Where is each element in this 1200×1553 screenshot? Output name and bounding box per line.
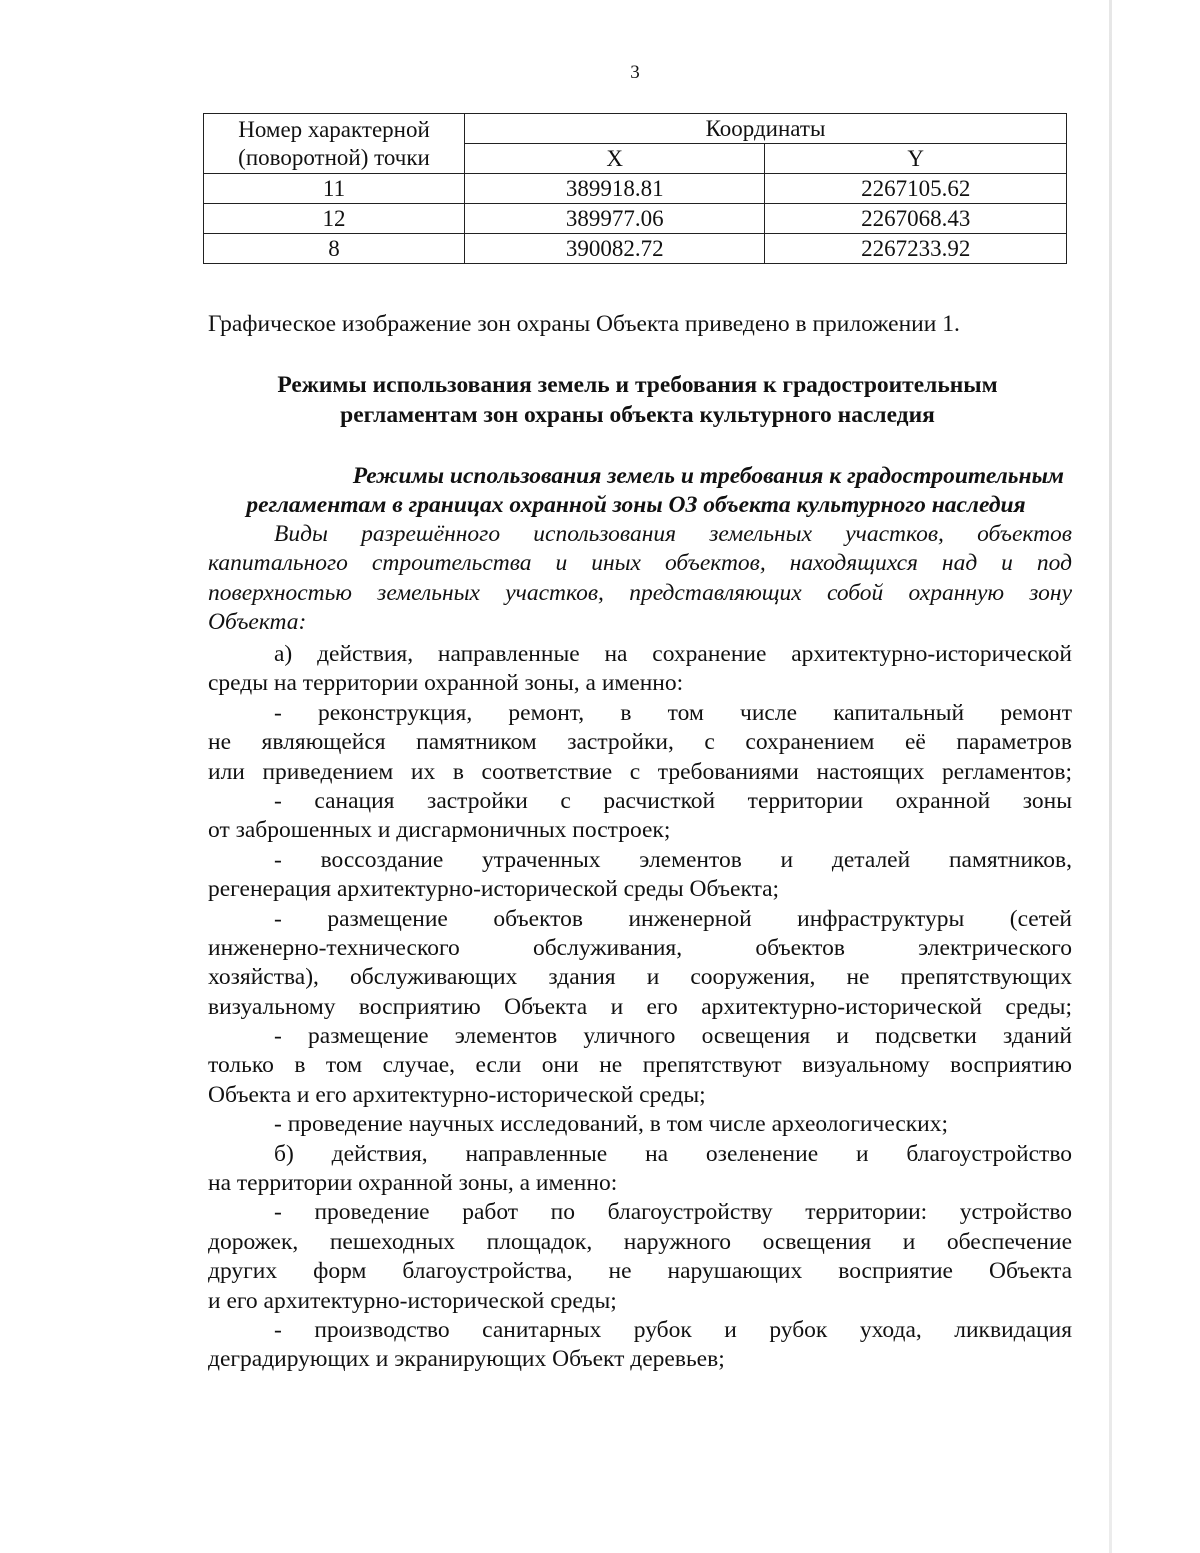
body-line: и его архитектурно-исторической среды; <box>208 1287 617 1314</box>
body-text <box>208 640 1072 1375</box>
body-line: регенерация архитектурно-исторической среды Объекта; <box>208 876 780 903</box>
section-heading <box>0 370 1200 430</box>
body-line: б) действия, направленные на озеленение и благоустройство <box>274 1140 1072 1167</box>
cell-y: 2267105.62 <box>765 174 1067 204</box>
cell-y: 2267068.43 <box>765 204 1067 234</box>
body-line: среды на территории охранной зоны, а именно: <box>208 670 684 697</box>
body-line: - санация застройки с расчисткой территории охранной зоны <box>274 787 1072 814</box>
header-coordinates: Координаты <box>465 114 1067 144</box>
intro-line: Объекта: <box>208 609 307 636</box>
body-line: визуальному восприятию Объекта и его архитектурно-исторической среды; <box>208 993 1072 1020</box>
table-row <box>204 174 1067 204</box>
header-x: X <box>465 144 765 174</box>
table-row <box>204 204 1067 234</box>
intro-paragraph <box>208 520 1072 638</box>
header-point-line2: (поворотной) точки <box>238 144 430 170</box>
cell-y: 2267233.92 <box>765 234 1067 264</box>
cell-point: 11 <box>204 174 465 204</box>
table-header-row <box>204 114 1067 144</box>
cell-point: 12 <box>204 204 465 234</box>
intro-line: капитального строительства и иных объектов, находящихся над и под <box>208 550 1072 577</box>
body-line: дорожек, пешеходных площадок, наружного освещения и обеспечение <box>208 1228 1072 1255</box>
header-point-line1: Номер характерной <box>238 116 430 142</box>
cell-point: 8 <box>204 234 465 264</box>
body-line: - производство санитарных рубок и рубок ухода, ликвидация <box>274 1316 1072 1343</box>
body-line: только в том случае, если они не препятствуют визуальному восприятию <box>208 1052 1072 1079</box>
subsection-heading-line2: регламентам в границах охранной зоны ОЗ объекта культурного наследия <box>246 492 1026 519</box>
intro-line: Виды разрешённого использования земельных участков, объектов <box>274 521 1072 547</box>
graphic-note-block <box>208 310 1072 339</box>
header-point <box>204 114 465 174</box>
body-line: деградирующих и экранирующих Объект деревьев; <box>208 1346 725 1373</box>
section-heading-line1: Режимы использования земель и требования к градостроительным <box>277 372 998 398</box>
body-line: а) действия, направленные на сохранение архитектурно-исторической <box>274 641 1072 667</box>
cell-x: 389977.06 <box>465 204 765 234</box>
coordinates-table <box>203 113 1067 264</box>
body-line: на территории охранной зоны, а именно: <box>208 1170 618 1197</box>
body-line: других форм благоустройства, не нарушающих восприятие Объекта <box>208 1258 1072 1285</box>
table-row <box>204 234 1067 264</box>
body-line: - проведение научных исследований, в том числе археологических; <box>274 1111 949 1138</box>
body-line: - размещение элементов уличного освещения и подсветки зданий <box>274 1023 1072 1050</box>
page-number: 3 <box>630 62 640 83</box>
body-line: или приведением их в соответствие с требованиями настоящих регламентов; <box>208 758 1072 785</box>
body-line: хозяйства), обслуживающих здания и сооружения, не препятствующих <box>208 964 1072 991</box>
body-line: - реконструкция, ремонт, в том числе капитальный ремонт <box>274 699 1072 726</box>
cell-x: 389918.81 <box>465 174 765 204</box>
graphic-note: Графическое изображение зон охраны Объекта приведено в приложении 1. <box>208 311 960 337</box>
body-line: - проведение работ по благоустройству территории: устройство <box>274 1199 1072 1226</box>
subsection-heading <box>200 462 1072 521</box>
intro-line: поверхностью земельных участков, представляющих собой охранную зону <box>208 579 1072 606</box>
body-line: от заброшенных и дисгармоничных построек; <box>208 817 671 844</box>
body-line: Объекта и его архитектурно-исторической среды; <box>208 1081 706 1108</box>
scan-edge-shadow <box>1109 0 1112 1553</box>
subsection-heading-line1: Режимы использования земель и требования к градостроительным <box>352 463 1064 489</box>
body-line: - размещение объектов инженерной инфраструктуры (сетей <box>274 905 1072 932</box>
body-line: инженерно-технического обслуживания, объектов электрического <box>208 934 1072 961</box>
cell-x: 390082.72 <box>465 234 765 264</box>
section-heading-line2: регламентам зон охраны объекта культурного наследия <box>340 402 935 428</box>
body-line: не являющейся памятником застройки, с сохранением её параметров <box>208 729 1072 756</box>
header-y: Y <box>765 144 1067 174</box>
body-line: - воссоздание утраченных элементов и деталей памятников, <box>274 846 1072 873</box>
